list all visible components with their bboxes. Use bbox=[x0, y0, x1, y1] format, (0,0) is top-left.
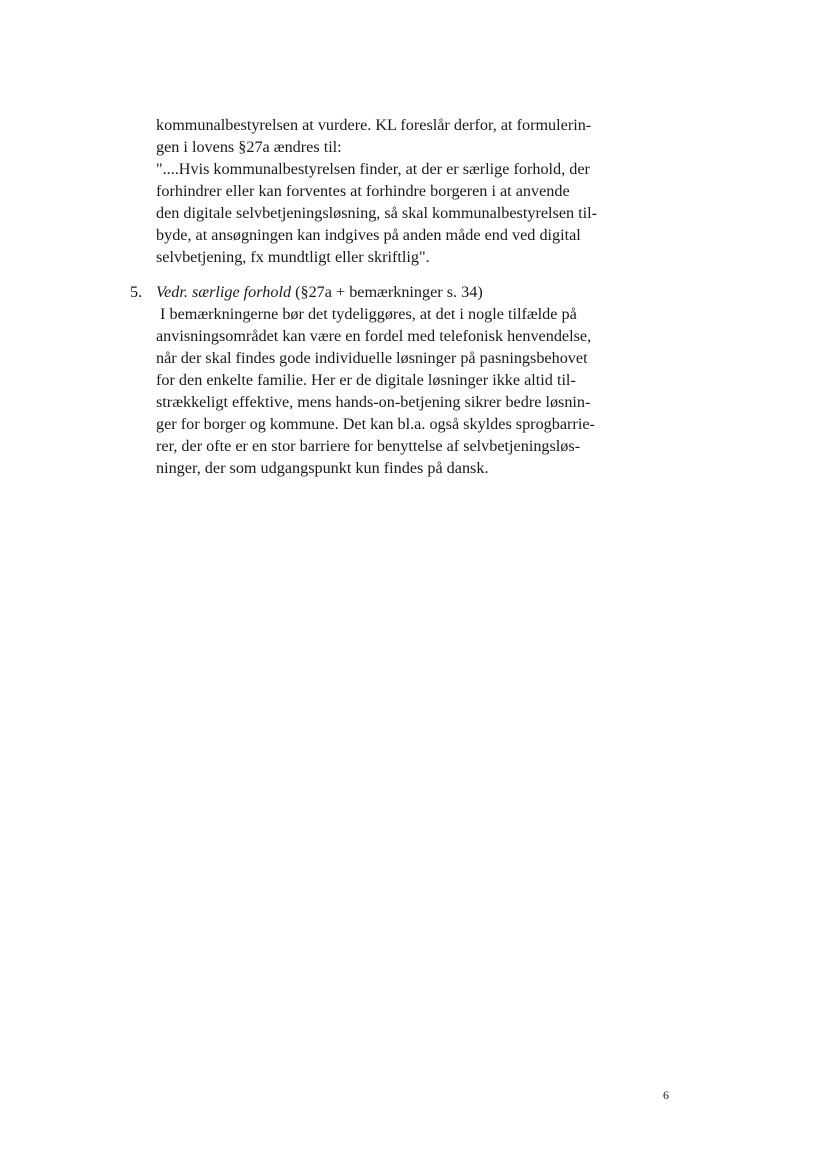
list-item-heading-italic: Vedr. særlige forhold bbox=[156, 283, 292, 301]
text-line: kommunalbestyrelsen at vurdere. KL foreslår derfor, at formulerin- bbox=[156, 116, 592, 134]
text-line: når der skal findes gode individuelle løsninger på pasningsbehovet bbox=[156, 349, 588, 367]
text-line: forhindrer eller kan forventes at forhindre borgeren i at anvende bbox=[156, 182, 570, 200]
text-line: I bemærkningerne bør det tydeliggøres, at det i nogle tilfælde på bbox=[156, 305, 577, 323]
text-line: selvbetjening, fx mundtligt eller skriftlig". bbox=[156, 248, 430, 266]
text-line: for den enkelte familie. Her er de digitale løsninger ikke altid til- bbox=[156, 371, 576, 389]
text-line: byde, at ansøgningen kan indgives på anden måde end ved digital bbox=[156, 226, 581, 244]
text-line: ger for borger og kommune. Det kan bl.a. også skyldes sprogbarrie- bbox=[156, 415, 595, 433]
text-line: rer, der ofte er en stor barriere for benyttelse af selvbetjeningsløs- bbox=[156, 437, 581, 455]
list-item-number: 5. bbox=[130, 283, 143, 301]
paragraph-continued bbox=[156, 114, 626, 268]
list-item-body bbox=[156, 281, 626, 479]
text-line: strækkeligt effektive, mens hands-on-betjening sikrer bedre løsnin- bbox=[156, 393, 591, 411]
list-item-heading bbox=[156, 281, 626, 303]
list-item-heading-reference: (§27a + bemærkninger s. 34) bbox=[291, 283, 483, 301]
text-line: ninger, der som udgangspunkt kun findes på dansk. bbox=[156, 459, 489, 477]
page-number: 6 bbox=[663, 1088, 669, 1102]
text-line: gen i lovens §27a ændres til: bbox=[156, 138, 342, 156]
text-line: "....Hvis kommunalbestyrelsen finder, at der er særlige forhold, der bbox=[156, 160, 590, 178]
text-line: anvisningsområdet kan være en fordel med telefonisk henvendelse, bbox=[156, 327, 592, 345]
text-line: den digitale selvbetjeningsløsning, så skal kommunalbestyrelsen til- bbox=[156, 204, 598, 222]
